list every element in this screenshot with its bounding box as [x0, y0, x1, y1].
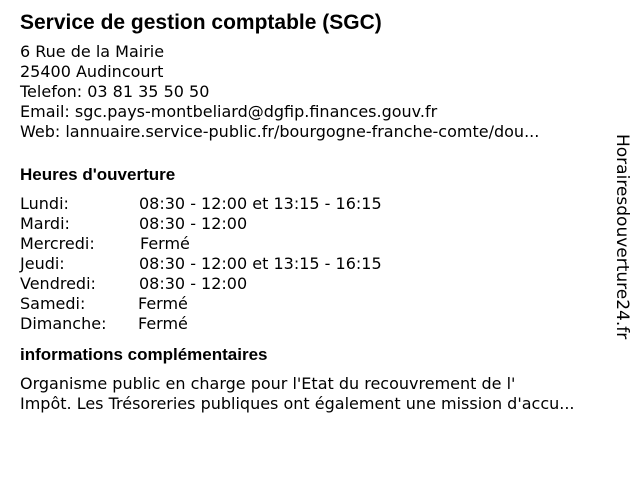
hours-value: 08:30 - 12:00 [139, 274, 248, 293]
hours-row-monday [20, 194, 620, 214]
hours-row-wednesday [20, 234, 620, 254]
watermark-text: Horairesdouverture24.fr [612, 134, 632, 340]
hours-value: Fermé [140, 234, 190, 253]
hours-value: Fermé [138, 294, 188, 313]
day-label: Lundi: [20, 194, 69, 213]
hours-row-tuesday [20, 214, 620, 234]
web-line: Web: lannuaire.service-public.fr/bourgogne-franche-comte/dou... [20, 122, 540, 141]
address-city: 25400 Audincourt [20, 62, 164, 81]
hours-row-sunday [20, 314, 620, 334]
day-label: Mercredi: [20, 234, 95, 253]
business-card [20, 10, 620, 414]
phone-line: Telefon: 03 81 35 50 50 [20, 82, 210, 101]
hours-value: 08:30 - 12:00 et 13:15 - 16:15 [139, 194, 382, 213]
hours-value: 08:30 - 12:00 et 13:15 - 16:15 [139, 254, 382, 273]
address-street: 6 Rue de la Mairie [20, 42, 165, 61]
hours-row-thursday [20, 254, 620, 274]
hours-heading: Heures d'ouverture [20, 165, 176, 184]
hours-row-saturday [20, 294, 620, 314]
info-description-line: Impôt. Les Trésoreries publiques ont également une mission d'accu... [20, 394, 575, 413]
info-description-line: Organisme public en charge pour l'Etat du recouvrement de l' [20, 374, 516, 393]
info-heading: informations complémentaires [20, 345, 268, 364]
page-title: Service de gestion comptable (SGC) [20, 11, 382, 34]
day-label: Jeudi: [20, 254, 65, 273]
day-label: Vendredi: [20, 274, 96, 293]
hours-value: 08:30 - 12:00 [139, 214, 248, 233]
day-label: Samedi: [20, 294, 86, 313]
day-label: Dimanche: [20, 314, 107, 333]
day-label: Mardi: [20, 214, 70, 233]
hours-row-friday [20, 274, 620, 294]
hours-value: Fermé [138, 314, 188, 333]
email-line: Email: sgc.pays-montbeliard@dgfip.finances.gouv.fr [20, 102, 438, 121]
